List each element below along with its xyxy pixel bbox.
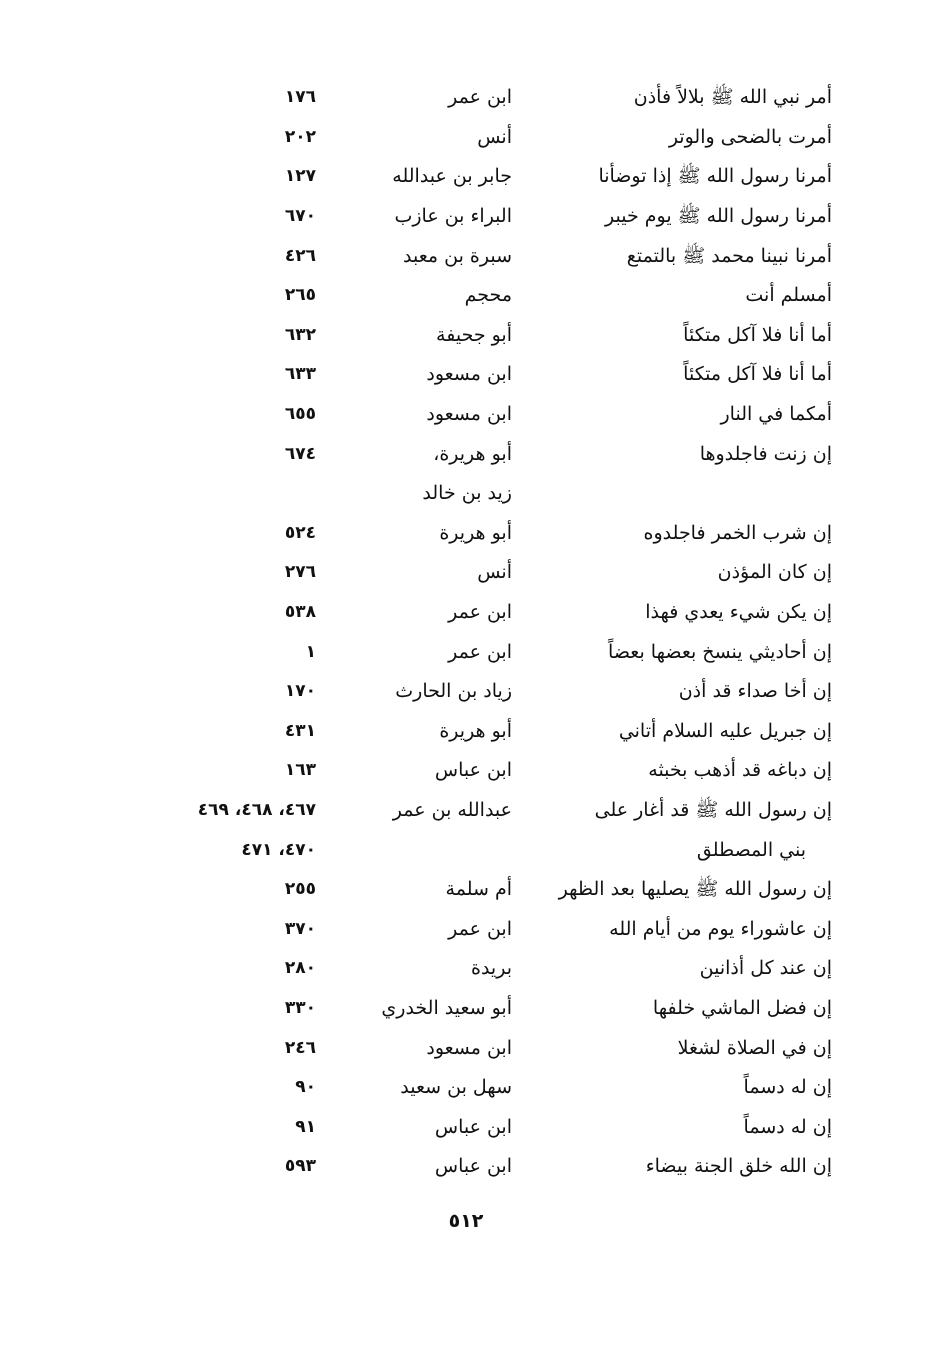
hadith-text: إن أخا صداء قد أذن <box>678 680 832 703</box>
index-row <box>120 632 832 672</box>
page-references: ٦٣٢ <box>284 324 316 345</box>
narrator-name: ابن عمر <box>448 640 512 663</box>
narrator-name: زيد بن خالد <box>422 482 512 505</box>
narrator-name: أبو جحيفة <box>436 323 512 346</box>
index-row <box>120 1028 832 1068</box>
hadith-text: أمرنا رسول الله ﷺ إذا توضأنا <box>598 165 832 188</box>
page-references: ٥٩٣ <box>284 1156 316 1177</box>
page-references: ١ <box>305 641 316 662</box>
index-row <box>120 949 832 989</box>
index-row <box>120 1068 832 1108</box>
hadith-text: أمرنا نبينا محمد ﷺ بالتمتع <box>626 244 832 267</box>
hadith-text: أما أنا فلا آكل متكئاً <box>683 363 832 386</box>
hadith-text: إن عاشوراء يوم من أيام الله <box>609 917 832 940</box>
index-row <box>120 672 832 712</box>
hadith-text: إن رسول الله ﷺ قد أغار على <box>594 798 832 821</box>
page-references: ٥٣٨ <box>284 602 316 623</box>
index-row <box>120 553 832 593</box>
narrator-name: ابن عمر <box>448 601 512 624</box>
narrator-name: عبدالله بن عمر <box>392 798 512 821</box>
narrator-name: أبو سعيد الخدري <box>381 996 512 1019</box>
narrator-name: أبو هريرة، <box>433 442 512 465</box>
narrator-name: ابن مسعود <box>426 1036 512 1059</box>
narrator-name: أبو هريرة <box>439 521 512 544</box>
page-references: ٢٠٢ <box>284 126 316 147</box>
page-references: ٤٣١ <box>284 720 316 741</box>
page-references: ٢٨٠ <box>284 958 316 979</box>
page-references: ٦٧٤ <box>284 443 316 464</box>
page-number: ٥١٢ <box>448 1210 484 1232</box>
page-references: ٦٥٥ <box>284 404 316 425</box>
page-references: ٣٧٠ <box>284 918 316 939</box>
index-row <box>120 157 832 197</box>
hadith-text: إن له دسماً <box>743 1115 832 1138</box>
index-row <box>120 474 832 514</box>
index-row <box>120 909 832 949</box>
narrator-name: البراء بن عازب <box>394 205 512 228</box>
index-row <box>120 870 832 910</box>
hadith-text: بني المصطلق <box>696 838 806 861</box>
index-row <box>120 593 832 633</box>
index-row <box>120 118 832 158</box>
index-row <box>120 276 832 316</box>
index-row <box>120 395 832 435</box>
narrator-name: زياد بن الحارث <box>395 680 512 703</box>
hadith-text: إن الله خلق الجنة بيضاء <box>645 1155 832 1178</box>
hadith-text: إن جبريل عليه السلام أتاني <box>618 719 832 742</box>
hadith-text: إن كان المؤذن <box>717 561 832 584</box>
hadith-text: أمسلم أنت <box>745 284 832 307</box>
hadith-text: إن دباغه قد أذهب بخبثه <box>648 759 832 782</box>
hadith-text: أمرنا رسول الله ﷺ يوم خيبر <box>605 205 832 228</box>
index-row <box>120 830 832 870</box>
page-references: ٩٠ <box>295 1077 316 1098</box>
index-row <box>120 514 832 554</box>
page-references: ٦٧٠ <box>284 206 316 227</box>
narrator-name: ابن عمر <box>448 917 512 940</box>
narrator-name: سهل بن سعيد <box>400 1076 512 1099</box>
index-row <box>120 989 832 1029</box>
page-references: ٢٧٦ <box>284 562 316 583</box>
narrator-name: ابن عمر <box>448 86 512 109</box>
page-references: ١٦٣ <box>284 760 316 781</box>
page-references: ١٧٦ <box>284 87 316 108</box>
narrator-name: ابن عباس <box>434 1115 512 1138</box>
index-row <box>120 791 832 831</box>
page-references: ٥٢٤ <box>284 522 316 543</box>
index-row <box>120 1107 832 1147</box>
index-row <box>120 751 832 791</box>
narrator-name: بريدة <box>471 957 512 980</box>
hadith-text: إن عند كل أذانين <box>699 957 832 980</box>
narrator-name: أم سلمة <box>445 878 512 901</box>
narrator-name: ابن عباس <box>434 1155 512 1178</box>
index-row <box>120 197 832 237</box>
hadith-text: إن شرب الخمر فاجلدوه <box>643 521 832 544</box>
page-references: ٩١ <box>295 1116 316 1137</box>
hadith-text: أما أنا فلا آكل متكئاً <box>683 323 832 346</box>
narrator-name: أنس <box>477 125 512 148</box>
narrator-name: جابر بن عبدالله <box>392 165 512 188</box>
hadith-text: إن فضل الماشي خلفها <box>652 996 832 1019</box>
narrator-name: محجم <box>464 284 512 307</box>
hadith-index-table <box>120 78 832 1187</box>
page-references: ٢٥٥ <box>284 879 316 900</box>
page-references: ٢٤٦ <box>284 1037 316 1058</box>
page-references: ٦٣٣ <box>284 364 316 385</box>
narrator-name: أنس <box>477 561 512 584</box>
index-row <box>120 236 832 276</box>
page-references: ١٢٧ <box>284 166 316 187</box>
narrator-name: أبو هريرة <box>439 719 512 742</box>
index-row <box>120 1147 832 1187</box>
hadith-text: أمكما في النار <box>720 403 832 426</box>
narrator-name: ابن مسعود <box>426 363 512 386</box>
page-references: ١٧٠ <box>284 681 316 702</box>
page-references: ٤٦٧، ٤٦٨، ٤٦٩ <box>197 799 316 820</box>
narrator-name: سبرة بن معبد <box>403 244 512 267</box>
hadith-text: أمر نبي الله ﷺ بلالاً فأذن <box>633 86 832 109</box>
page-references: ٢٦٥ <box>284 285 316 306</box>
hadith-text: إن زنت فاجلدوها <box>699 442 832 465</box>
index-row <box>120 316 832 356</box>
index-row <box>120 78 832 118</box>
narrator-name: ابن عباس <box>434 759 512 782</box>
page-references: ٤٧٠، ٤٧١ <box>241 839 316 860</box>
hadith-text: إن له دسماً <box>743 1076 832 1099</box>
index-row <box>120 434 832 474</box>
hadith-text: إن في الصلاة لشغلا <box>677 1036 832 1059</box>
narrator-name: ابن مسعود <box>426 403 512 426</box>
hadith-text: إن رسول الله ﷺ يصليها بعد الظهر <box>558 878 832 901</box>
hadith-text: إن يكن شيء يعدي فهذا <box>645 601 832 624</box>
page-references: ٣٣٠ <box>284 997 316 1018</box>
hadith-text: إن أحاديثي ينسخ بعضها بعضاً <box>608 640 832 663</box>
page-references: ٤٢٦ <box>284 245 316 266</box>
index-row <box>120 712 832 752</box>
index-row <box>120 355 832 395</box>
hadith-text: أمرت بالضحى والوتر <box>668 125 832 148</box>
